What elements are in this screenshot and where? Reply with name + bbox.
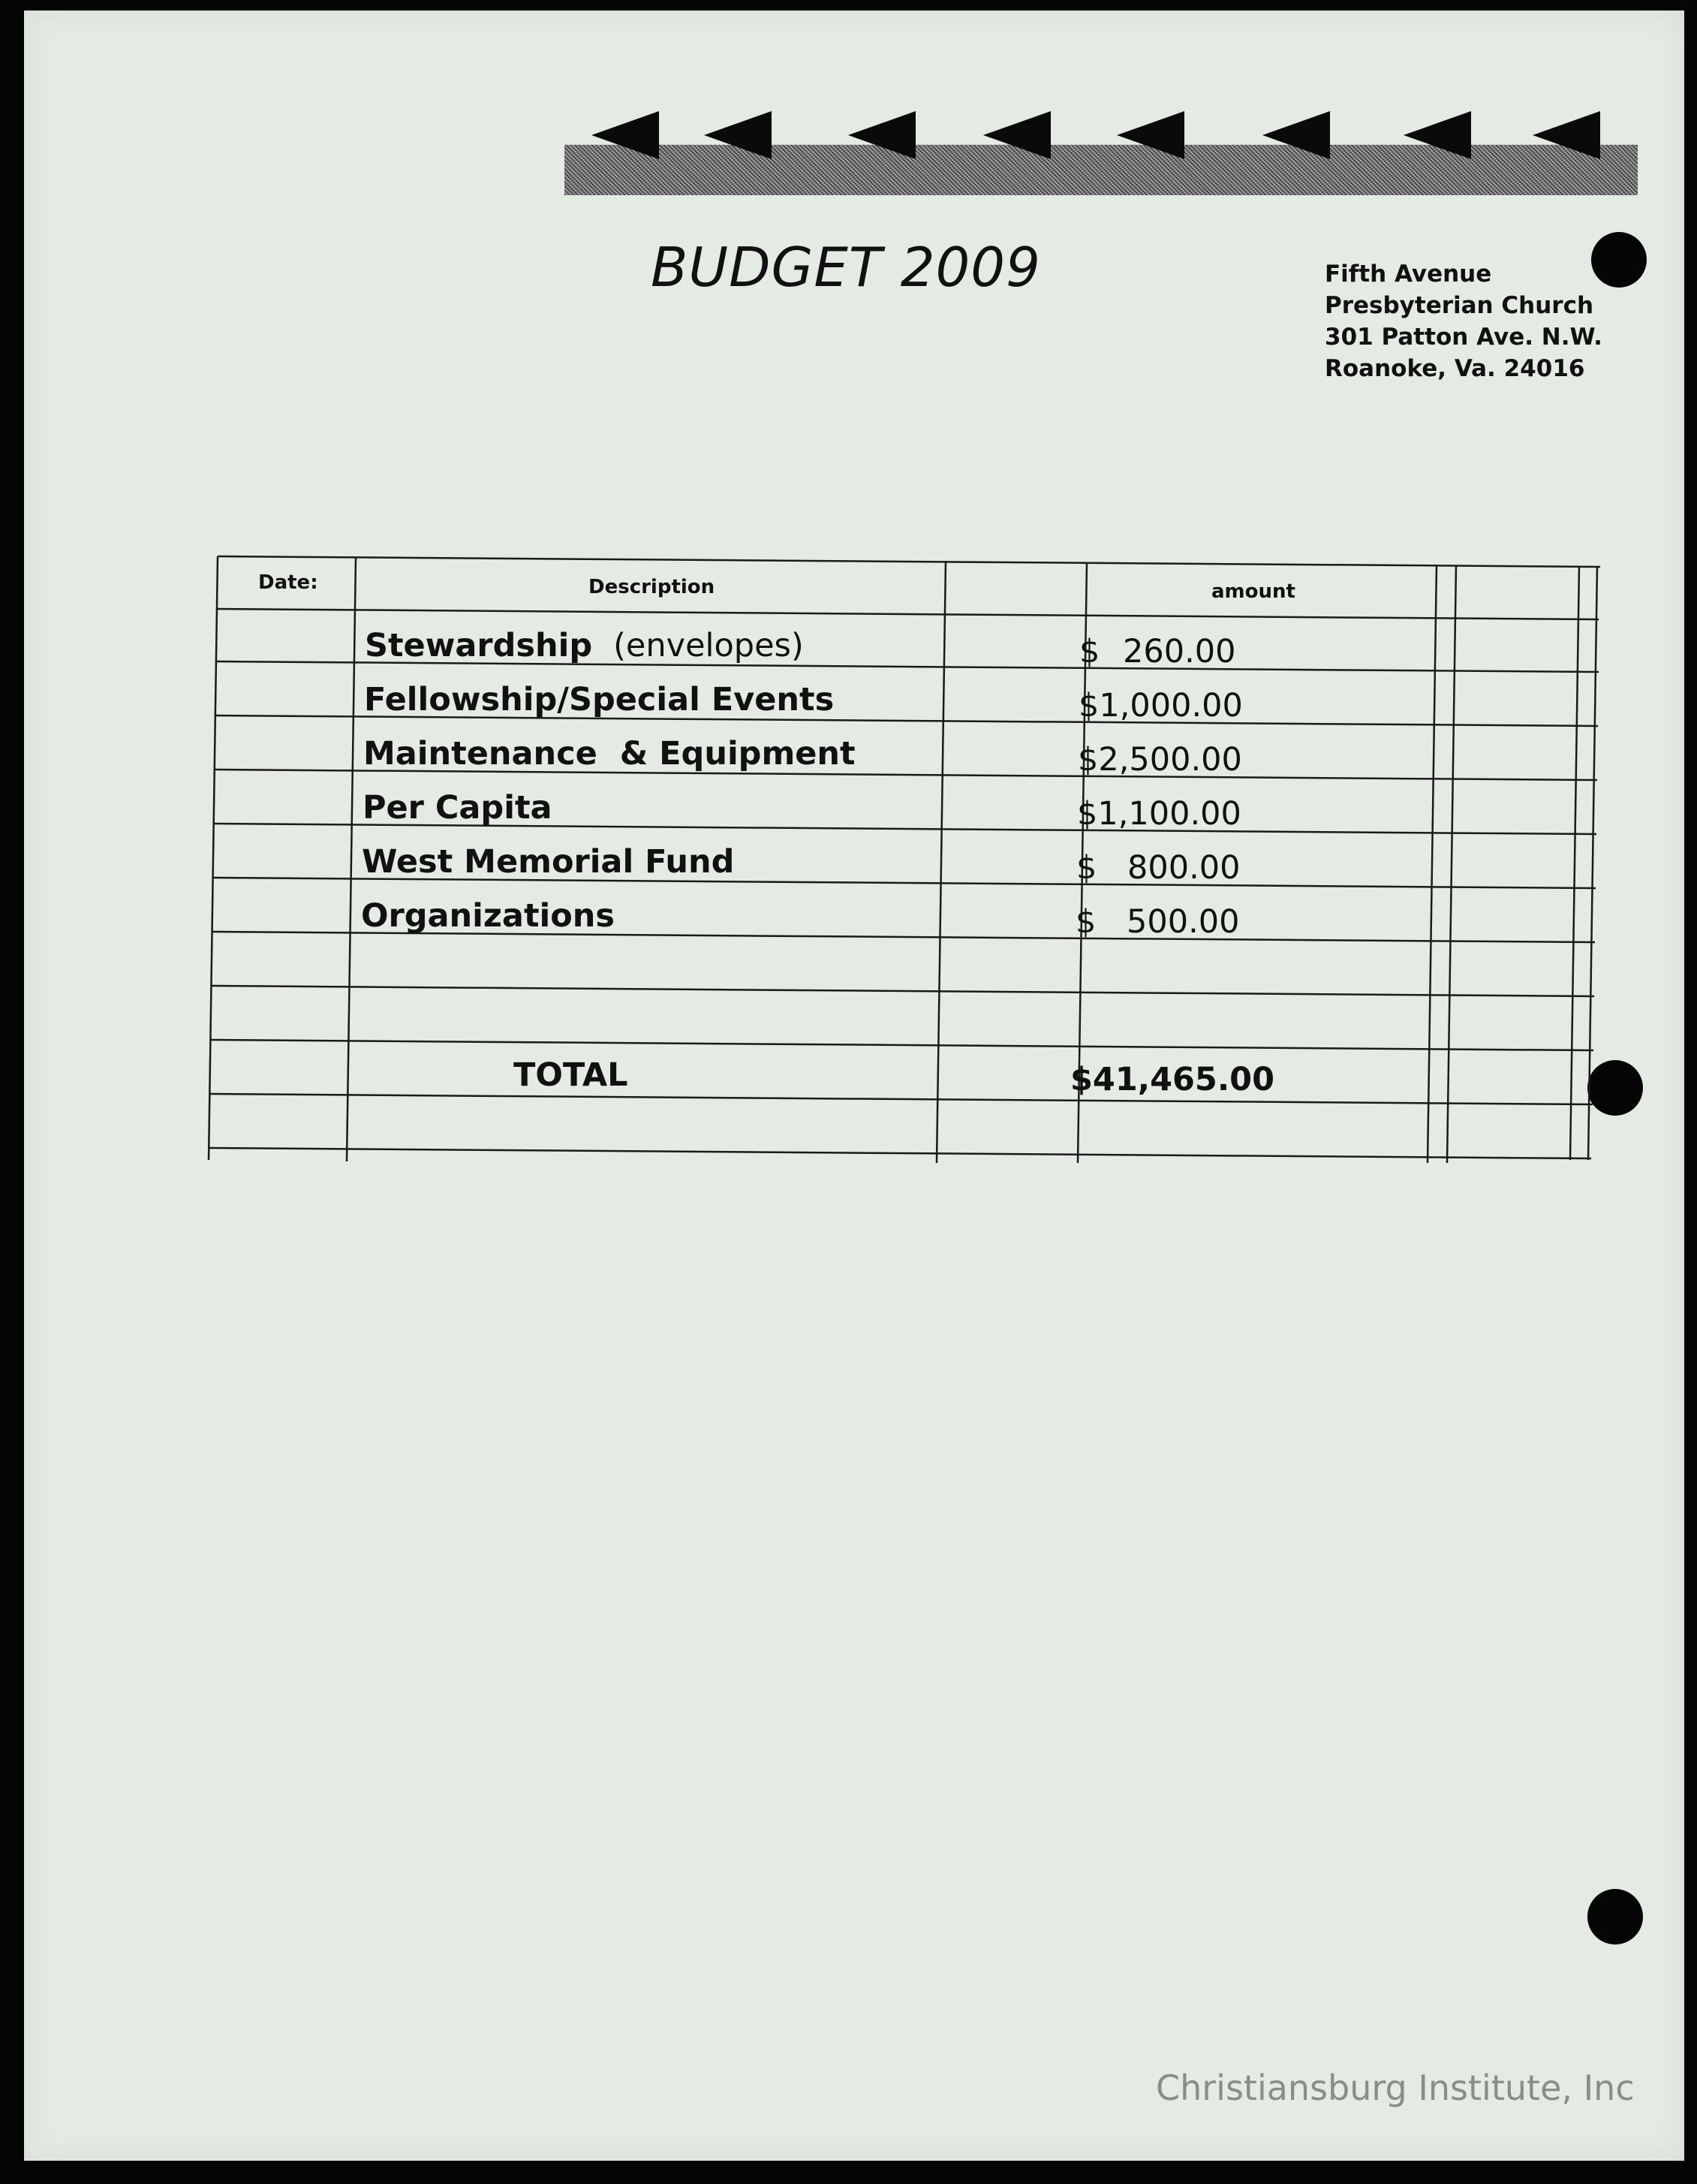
total-label: TOTAL [513, 1056, 628, 1094]
banner-triangle-icon [1117, 111, 1184, 159]
description-label: West Memorial Fund [362, 843, 735, 881]
banner-triangle-icon [1404, 111, 1471, 159]
currency-symbol: $ [1076, 849, 1097, 887]
address-line: Fifth Avenue [1325, 261, 1492, 288]
currency-symbol: $ [1076, 903, 1097, 941]
header-description: Description [588, 576, 715, 598]
row-description [365, 627, 804, 664]
row-description [364, 681, 834, 718]
address-line: Roanoke, Va. 24016 [1325, 355, 1585, 382]
description-note: (envelopes) [613, 627, 804, 664]
row-amount [1079, 687, 1243, 724]
punch-hole-top [1591, 232, 1647, 288]
banner-triangle-icon [1262, 111, 1330, 159]
currency-symbol: $ [1079, 687, 1100, 724]
banner-triangle-icon [848, 111, 916, 159]
currency-symbol: $ [1078, 741, 1099, 779]
row-amount [1079, 633, 1235, 670]
currency-symbol: $ [1079, 633, 1100, 670]
row-description [362, 843, 734, 881]
amount-value: 1,100.00 [1097, 795, 1241, 833]
banner-triangle-icon [1533, 111, 1600, 159]
church-address [1325, 258, 1602, 384]
amount-value: 800.00 [1127, 849, 1241, 887]
watermark: Christiansburg Institute, Inc [1156, 2068, 1635, 2108]
row-amount [1076, 849, 1240, 887]
header-date: Date: [258, 571, 318, 594]
currency-symbol: $ [1077, 795, 1098, 833]
row-description [363, 735, 856, 773]
description-label: Stewardship [365, 627, 593, 664]
address-line: 301 Patton Ave. N.W. [1325, 324, 1602, 351]
row-amount [1078, 741, 1242, 779]
address-line: Presbyterian Church [1325, 292, 1594, 319]
amount-value: 500.00 [1127, 903, 1240, 941]
document-page [24, 11, 1684, 2161]
description-label: Organizations [361, 897, 615, 935]
row-amount [1077, 795, 1241, 833]
description-label: Per Capita [363, 789, 552, 827]
banner-triangle-icon [704, 111, 772, 159]
punch-hole-bottom [1587, 1889, 1643, 1945]
description-label: Fellowship/Special Events [364, 681, 835, 718]
row-amount [1076, 903, 1239, 941]
header-amount: amount [1211, 580, 1295, 603]
budget-table [206, 555, 1602, 1163]
description-label: Maintenance & Equipment [363, 735, 856, 773]
banner-triangle-icon [983, 111, 1051, 159]
row-description [361, 897, 615, 935]
total-amount: $41,465.00 [1070, 1061, 1275, 1098]
amount-value: 260.00 [1123, 633, 1236, 670]
amount-value: 2,500.00 [1098, 741, 1242, 779]
row-description [363, 789, 552, 827]
banner-triangle-icon [591, 111, 659, 159]
page-title: BUDGET 2009 [651, 236, 1041, 299]
amount-value: 1,000.00 [1099, 687, 1243, 724]
